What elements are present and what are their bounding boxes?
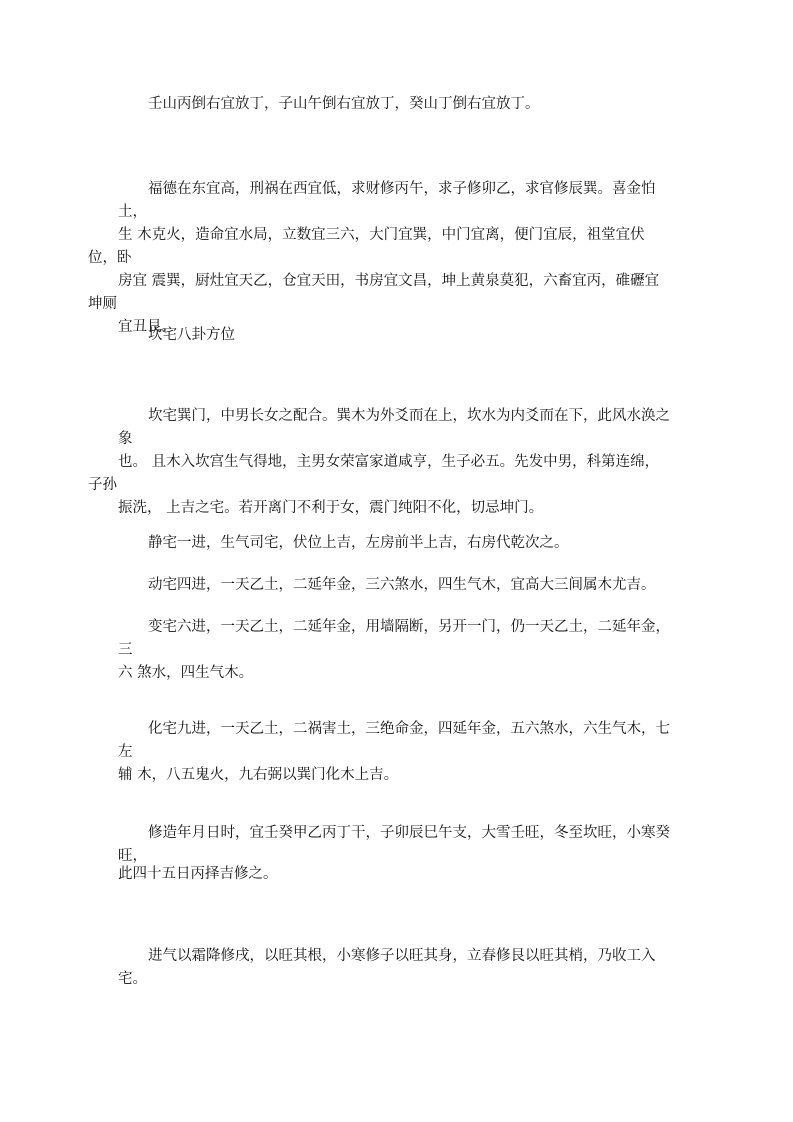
text-line: 变宅六进，一天乙土，二延年金，用墙隔断，另开一门，仍一天乙土，二延年金，三: [118, 619, 670, 658]
text-line: 化宅九进，一天乙土，二祸害土，三绝命金，四延年金，五六煞水，六生气木，七左: [118, 721, 670, 760]
text-line: 宜丑艮。: [118, 319, 176, 335]
text-line: 房宜 震巽，厨灶宜天乙，仓宜天田，书房宜文昌，坤上黄泉莫犯，六畜宜丙，碓礰宜坤厕: [88, 273, 660, 312]
text-line: 六 煞水，四生气木。: [118, 665, 254, 681]
text-line: 此四十五日丙择吉修之。: [118, 866, 278, 882]
paragraph-6: [118, 574, 673, 597]
text-line: 也。 且木入坎宫生气得地，主男女荣富家道咸亨，生子必五。先发中男，科第连绵，子孙: [88, 454, 660, 493]
text-line: 振洗， 上吉之宅。若开离门不利于女，震门纯阳不化，切忌坤门。: [118, 500, 544, 516]
text-line: 福德在东宜高，刑祸在西宜低，求财修丙午，求子修卯乙，求官修辰巽。喜金怕土，: [118, 181, 656, 220]
text-line: 壬山丙倒右宜放丁，子山午倒右宜放丁，癸山丁倒右宜放丁。: [148, 96, 540, 112]
paragraph-1: [118, 93, 673, 116]
paragraph-10: [118, 863, 673, 886]
text-line: 坎宅八卦方位: [148, 327, 235, 343]
text-line: 坎宅巽门，中男长女之配合。巽木为外爻而在上，坎水为内爻而在下，此风水涣之象: [118, 408, 670, 447]
section-heading: [118, 324, 673, 347]
paragraph-8: [118, 718, 673, 787]
text-line: 生 木克火，造命宜水局，立数宜三六，大门宜巽，中门宜离，便门宜辰，祖堂宜伏位，卧: [88, 227, 645, 266]
text-line: 静宅一进，生气司宅，伏位上吉，左房前半上吉，右房代乾次之。: [148, 535, 569, 551]
text-line: 动宅四进，一天乙土，二延年金，三六煞水，四生气木，宜高大三间属木尤吉。: [148, 577, 656, 593]
paragraph-4: [88, 405, 673, 520]
text-line: 进气以霜降修戌，以旺其根，小寒修子以旺其身，立春修艮以旺其梢，乃收工入宅。: [118, 948, 656, 987]
text-line: 修造年月日时，宜壬癸甲乙丙丁干，子卯辰巳午支，大雪壬旺，冬至坎旺，小寒癸旺，: [118, 825, 670, 864]
paragraph-5: [118, 532, 673, 555]
paragraph-11: [118, 945, 673, 991]
paragraph-7: [118, 616, 673, 685]
paragraph-9: [118, 822, 673, 868]
paragraph-2: [88, 178, 673, 339]
text-line: 辅 木，八五鬼火，九右弼以巽门化木上吉。: [118, 767, 399, 783]
